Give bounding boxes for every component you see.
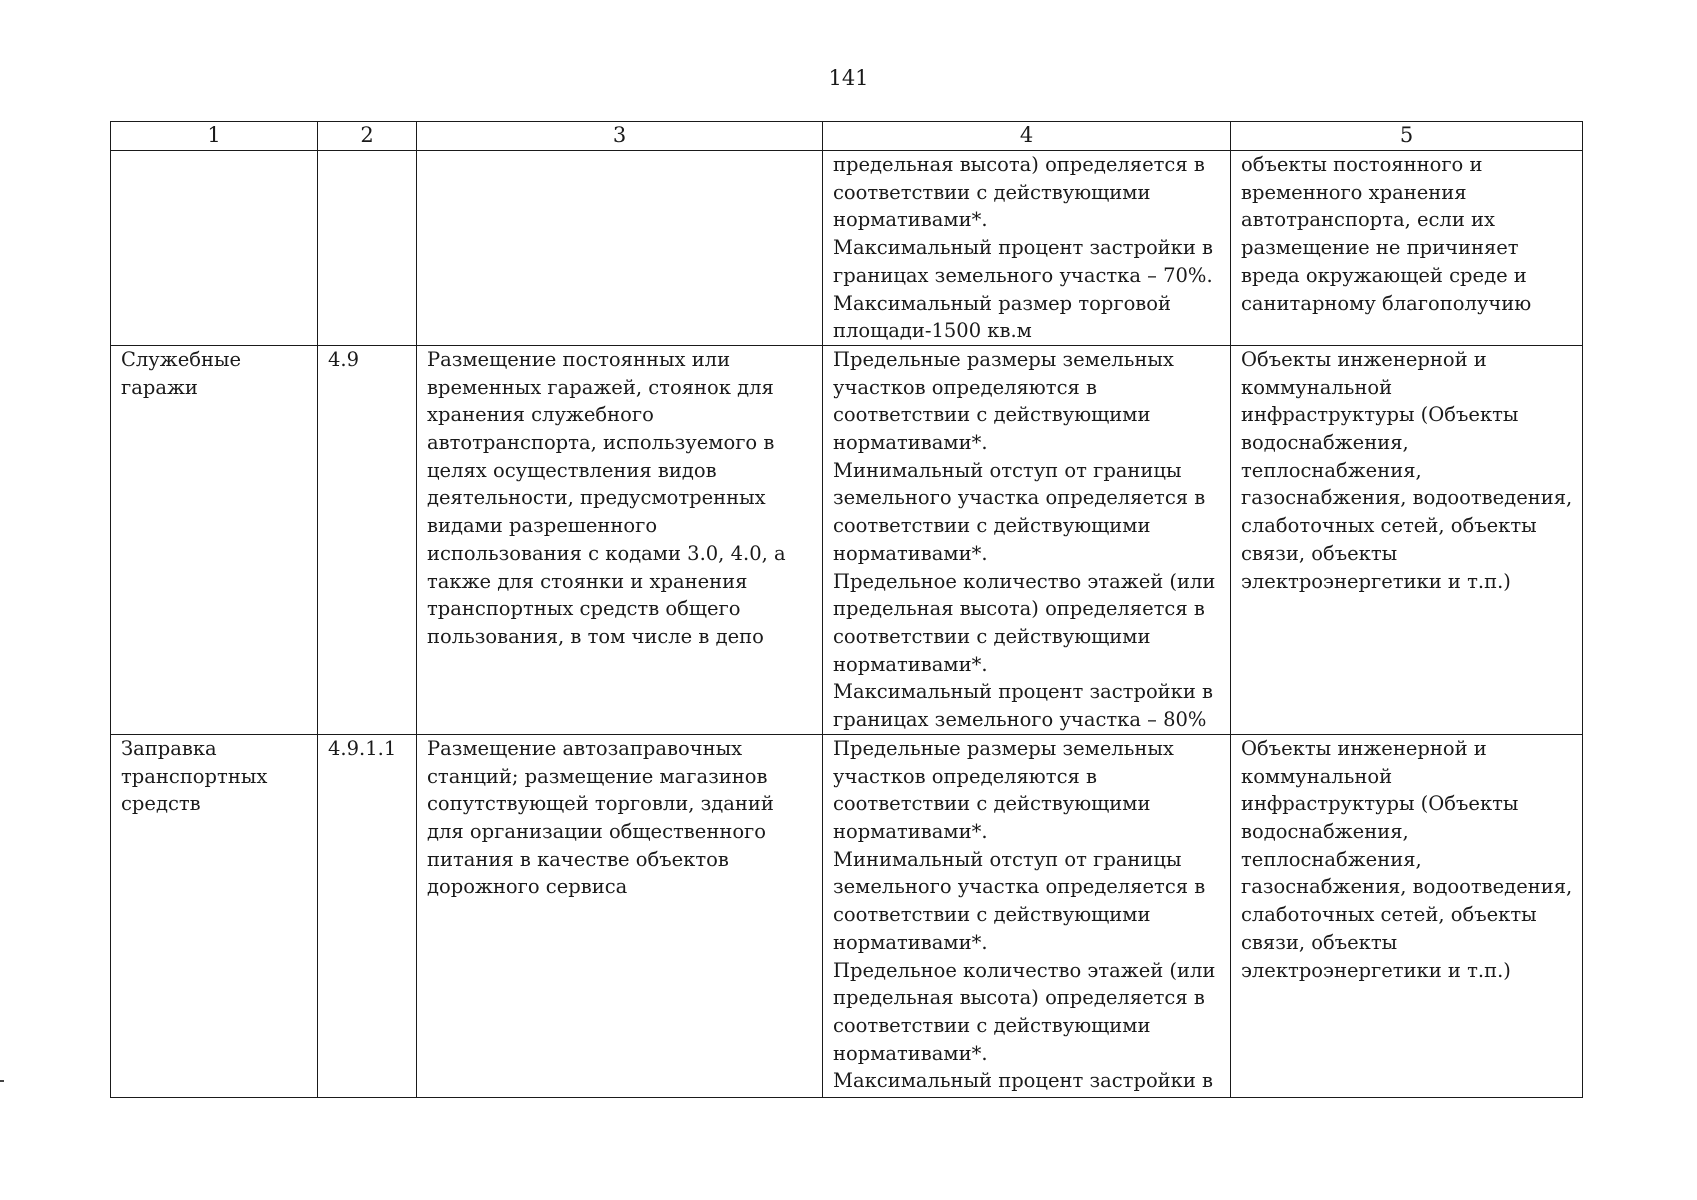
cell-description [417,151,823,346]
text-line: земельного участка определяется в [833,875,1206,899]
text-line: транспортных средств общего [427,597,741,621]
text-line: Размещение автозаправочных [427,736,743,760]
cell-code [318,151,417,346]
header-col-3: 3 [417,122,823,151]
cell-name [111,734,318,1097]
header-col-5: 5 [1231,122,1583,151]
header-col-1: 1 [111,122,318,151]
text-line: границах земельного участка – 80% [833,708,1207,732]
text-line: соответствии с действующими [833,514,1151,538]
text-line: теплоснабжения, [1241,458,1422,482]
text-line: коммунальной [1241,764,1393,788]
text-line: Заправка [121,736,217,760]
header-col-2: 2 [318,122,417,151]
text-line: Максимальный процент застройки в [833,236,1214,260]
cell-description [417,734,823,1097]
text-line: соответствии с действующими [833,403,1151,427]
scan-edge-mark [0,1080,4,1082]
cell-auxiliary [1231,345,1583,734]
text-line: электроэнергетики и т.п.) [1241,569,1511,593]
text-line: вреда окружающей среде и [1241,263,1527,287]
text-line: санитарному благополучию [1241,291,1532,315]
text-line: Размещение постоянных или [427,347,731,371]
text-line: Максимальный размер торговой [833,291,1172,315]
cell-code: 4.9 [318,345,417,734]
cell-code: 4.9.1.1 [318,734,417,1097]
text-line: электроэнергетики и т.п.) [1241,958,1511,982]
text-line: соответствии с действующими [833,180,1151,204]
text-line: временных гаражей, стоянок для [427,375,774,399]
text-line: нормативами*. [833,208,988,232]
text-line: Объекты инженерной и [1241,736,1487,760]
text-line: площади-1500 кв.м [833,319,1032,343]
text-line: инфраструктуры (Объекты [1241,403,1519,427]
text-line: участков определяются в [833,375,1097,399]
text-line: станций; размещение магазинов [427,764,768,788]
text-line: земельного участка определяется в [833,486,1206,510]
text-line: связи, объекты [1241,930,1398,954]
text-line: транспортных [121,764,268,788]
text-line: Минимальный отступ от границы [833,458,1182,482]
text-line: предельная высота) определяется в [833,597,1205,621]
text-line: нормативами*. [833,820,988,844]
text-line: нормативами*. [833,1041,988,1065]
text-line: газоснабжения, водоотведения, [1241,875,1573,899]
text-line: Объекты инженерной и [1241,347,1487,371]
text-line: нормативами*. [833,930,988,954]
text-line: также для стоянки и хранения [427,569,748,593]
cell-name [111,151,318,346]
table-row [111,345,1583,734]
text-line: размещение не причиняет [1241,236,1519,260]
table-header-row [111,122,1583,151]
text-line: временного хранения [1241,180,1467,204]
text-line: участков определяются в [833,764,1097,788]
text-line: видами разрешенного [427,514,658,538]
text-line: соответствии с действующими [833,1013,1151,1037]
text-line: дорожного сервиса [427,875,628,899]
cell-auxiliary [1231,734,1583,1097]
text-line: водоснабжения, [1241,820,1409,844]
text-line: использования с кодами 3.0, 4.0, а [427,541,786,565]
cell-auxiliary [1231,151,1583,346]
text-line: Предельные размеры земельных [833,347,1174,371]
text-line: газоснабжения, водоотведения, [1241,486,1573,510]
text-line: нормативами*. [833,652,988,676]
text-line: гаражи [121,375,198,399]
cell-name [111,345,318,734]
text-line: соответствии с действующими [833,792,1151,816]
text-line: хранения служебного [427,403,654,427]
land-use-table [110,121,1583,1098]
text-line: соответствии с действующими [833,624,1151,648]
text-line: Предельное количество этажей (или [833,958,1216,982]
text-line: средств [121,792,201,816]
text-line: пользования, в том числе в депо [427,624,764,648]
cell-parameters [823,734,1231,1097]
text-line: Предельное количество этажей (или [833,569,1216,593]
text-line: объекты постоянного и [1241,153,1483,176]
text-line: Минимальный отступ от границы [833,847,1182,871]
text-line: нормативами*. [833,541,988,565]
text-line: Максимальный процент застройки в [833,680,1214,704]
text-line: целях осуществления видов [427,458,717,482]
text-line: слаботочных сетей, объекты [1241,903,1537,927]
text-line: питания в качестве объектов [427,847,729,871]
text-line: автотранспорта, используемого в [427,431,775,455]
text-line: водоснабжения, [1241,431,1409,455]
text-line: деятельности, предусмотренных [427,486,766,510]
text-line: автотранспорта, если их [1241,208,1496,232]
text-line: коммунальной [1241,375,1393,399]
cell-parameters [823,151,1231,346]
cell-description [417,345,823,734]
table-row-continuation [111,151,1583,346]
text-line: нормативами*. [833,431,988,455]
text-line: теплоснабжения, [1241,847,1422,871]
text-line: связи, объекты [1241,541,1398,565]
text-line: инфраструктуры (Объекты [1241,792,1519,816]
text-line: предельная высота) определяется в [833,153,1205,176]
table-row [111,734,1583,1097]
text-line: для организации общественного [427,820,767,844]
text-line: слаботочных сетей, объекты [1241,514,1537,538]
cell-parameters [823,345,1231,734]
text-line: Предельные размеры земельных [833,736,1174,760]
page-number: 141 [828,66,869,90]
text-line: Служебные [121,347,242,371]
text-line: соответствии с действующими [833,903,1151,927]
text-line: предельная высота) определяется в [833,986,1205,1010]
header-col-4: 4 [823,122,1231,151]
text-line: границах земельного участка – 70%. [833,263,1213,287]
text-line: сопутствующей торговли, зданий [427,792,774,816]
text-line: Максимальный процент застройки в [833,1069,1214,1093]
